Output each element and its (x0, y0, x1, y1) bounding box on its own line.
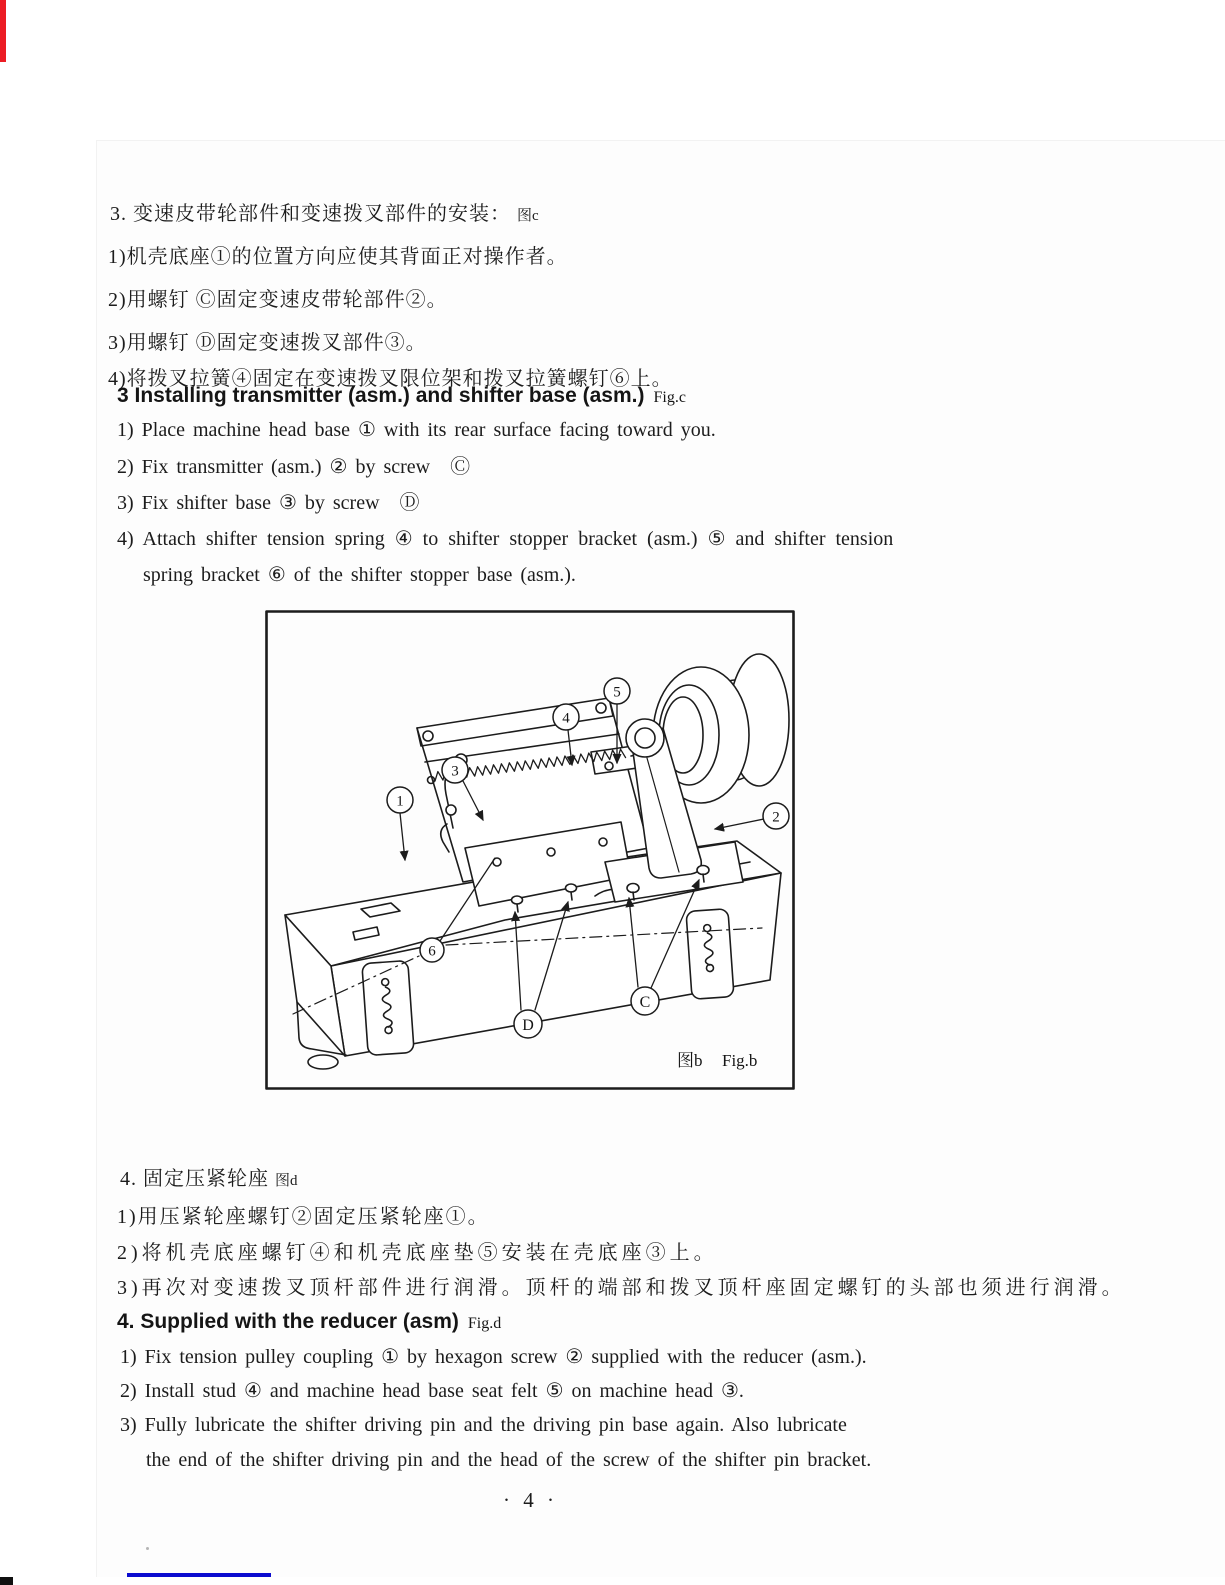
en-instruction-line: 2) Install stud ④ and machine head base seat felt ⑤ on machine head ③. (120, 1380, 744, 1402)
en-instruction-line: 3) Fix shifter base ③ by screw Ⓓ (117, 492, 420, 514)
en-instruction-line: 2) Fix transmitter (asm.) ② by screw Ⓒ (117, 456, 471, 478)
callout-D (514, 1010, 542, 1038)
section4-en-heading (117, 1310, 501, 1334)
callout-6-label: 6 (428, 943, 436, 960)
section3-en-heading (117, 384, 686, 408)
callout-6 (420, 938, 444, 962)
section4-cn-figref: 图d (275, 1173, 298, 1189)
cn-instruction-line: 1)用压紧轮座螺钉②固定压紧轮座①。 (117, 1206, 490, 1228)
callout-1-label: 1 (396, 793, 404, 810)
callout-C-label: C (639, 994, 651, 1011)
en-instruction-line: 1) Fix tension pulley coupling ① by hexagon screw ② supplied with the reducer (asm.). (120, 1346, 867, 1368)
en-instruction-line: 3) Fully lubricate the shifter driving pin and the driving pin base again. Also lubricate (120, 1414, 847, 1436)
section3-cn-title (110, 203, 539, 226)
cn-instruction-line: 2)用螺钉 Ⓒ固定变速皮带轮部件②。 (108, 289, 448, 311)
callout-5-label: 5 (613, 684, 621, 701)
cn-instruction-line: 3)再次对变速拨叉顶杆部件进行润滑。顶杆的端部和拨叉顶杆座固定螺钉的头部也须进行润滑。 (117, 1277, 1126, 1299)
en-instruction-line: 4) Attach shifter tension spring ④ to shifter stopper bracket (asm.) ⑤ and shifter tension (117, 528, 894, 550)
en-instruction-line: the end of the shifter driving pin and the head of the screw of the shifter pin bracket. (146, 1449, 872, 1471)
section3-en-heading-text: 3 Installing transmitter (asm.) and shifter base (asm.) (117, 384, 645, 407)
callout-D-label: D (522, 1017, 534, 1034)
callout-4 (553, 704, 579, 730)
callout-C (631, 987, 659, 1015)
figure-b (265, 610, 795, 1090)
section3-cn-title-text: 3. 变速皮带轮部件和变速拨叉部件的安装： (110, 203, 511, 225)
callout-4-label: 4 (562, 710, 570, 727)
cn-instruction-line: 3)用螺钉 Ⓓ固定变速拨叉部件③。 (108, 332, 427, 354)
figure-caption-cn: 图b (677, 1051, 703, 1070)
section4-en-figref: Fig.d (467, 1315, 502, 1332)
en-instruction-line: 1) Place machine head base ① with its rear surface facing toward you. (117, 419, 716, 441)
cn-instruction-line: 4)将拨叉拉簧④固定在变速拨叉限位架和拨叉拉簧螺钉⑥上。 (108, 368, 673, 390)
section3-cn-figref: 图c (517, 208, 539, 224)
blue-underline-mark (127, 1573, 271, 1577)
callout-5 (604, 678, 630, 704)
callout-1 (387, 787, 413, 813)
figure-caption (677, 1051, 757, 1070)
callout-3 (442, 757, 468, 783)
section3-en-figref: Fig.c (653, 389, 686, 406)
figure-caption-en: Fig.b (722, 1051, 758, 1070)
callout-3-label: 3 (451, 763, 459, 780)
section4-cn-title-text: 4. 固定压紧轮座 (120, 1168, 269, 1190)
figure-b-diagram (265, 610, 795, 1090)
callout-2 (763, 803, 789, 829)
callout-2-label: 2 (772, 809, 780, 826)
section4-cn-title (120, 1168, 298, 1191)
section4-en-heading-text: 4. Supplied with the reducer (asm) (117, 1310, 459, 1333)
cn-instruction-line: 2)将机壳底座螺钉④和机壳底座垫⑤安装在壳底座③上。 (117, 1242, 718, 1264)
cn-instruction-line: 1)机壳底座①的位置方向应使其背面正对操作者。 (108, 246, 568, 268)
en-instruction-line: spring bracket ⑥ of the shifter stopper base (asm.). (143, 564, 576, 586)
scan-speck (146, 1547, 149, 1550)
page-number: · 4 · (503, 1488, 558, 1512)
red-edge-mark (0, 0, 6, 62)
corner-scan-artifact (0, 1577, 13, 1585)
